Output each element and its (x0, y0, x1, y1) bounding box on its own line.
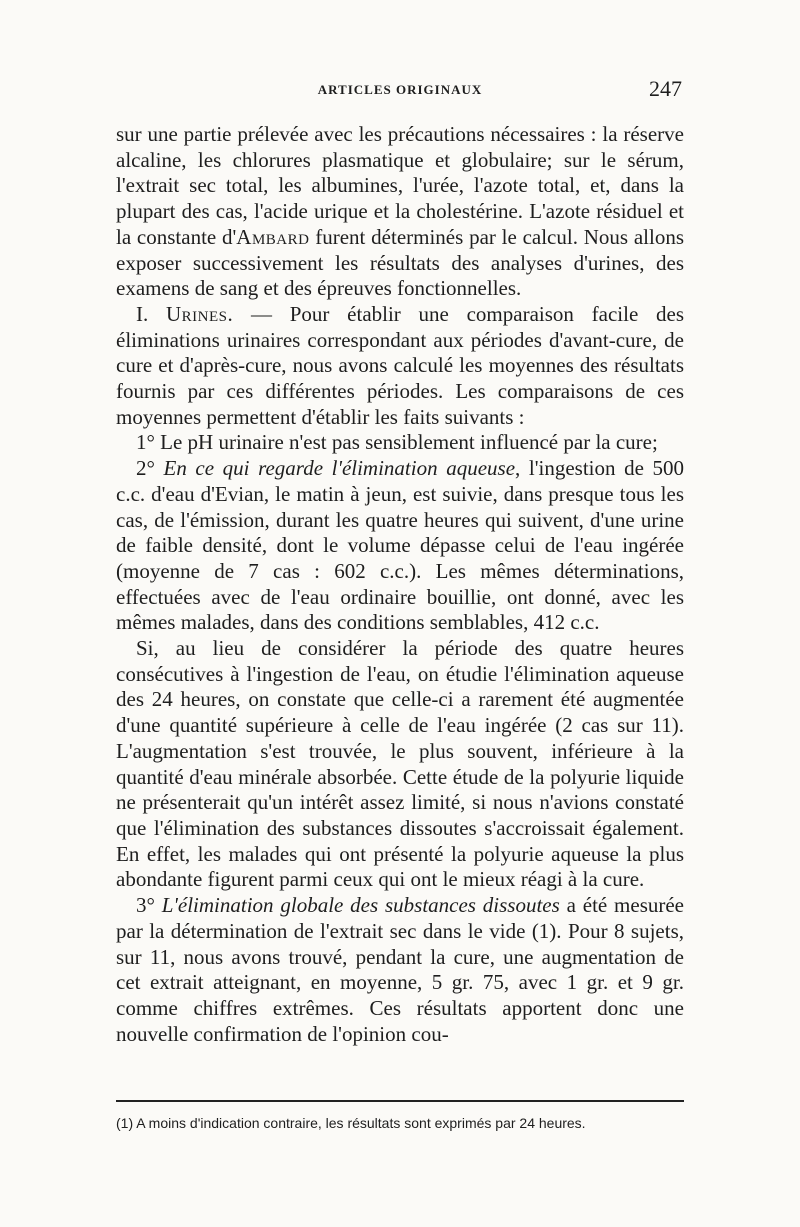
paragraph-elimination-aqueuse (116, 456, 684, 636)
paragraph-text: Si, au lieu de considérer la période des quatre heures consécutives à l'ingestion de l'eau, on étudie l'élimination aqueuse des 24 heures, on constate que celle-ci a rarement été augmentée d'une quantité supérieure à celle de l'eau ingérée (2 cas sur 11). L'augmentation s'est trouvée, le plus souvent, inférieure à la quantité d'eau minérale absorbée. Cette étude de la polyurie liquide ne présenterait qu'un intérêt assez limité, si nous n'avions constaté que l'élimination des substances dissoutes s'accroissait également. En effet, les malades qui ont présenté la polyurie aqueuse la plus abondante figurent parmi ceux qui ont le mieux réagi à la cure. (116, 636, 684, 892)
paragraph-text: , l'ingestion de 500 c.c. d'eau d'Evian, le matin à jeun, est suivie, dans presque tous les cas, de l'émission, durant les quatre heures qui suivent, d'une urine de faible densité, dont le volume dépasse celui de l'eau ingérée (moyenne de 7 cas : 602 c.c.). Les mêmes déterminations, effectuées avec de l'eau ordinaire bouillie, ont donné, avec les mêmes malades, dans des conditions semblables, 412 c.c. (116, 456, 685, 635)
paragraph-text: 1° Le pH urinaire n'est pas sensiblement influencé par la cure; (136, 430, 658, 455)
section-number: I. (136, 301, 166, 326)
author-name: Ambard (236, 224, 310, 249)
italic-heading: En ce qui regarde l'élimination aqueuse (163, 456, 516, 481)
paragraph-text: furent déterminés par le calcul. Nous allons exposer successivement les résultats des analyses d'urines, des examens de sang et des épreuves fonctionnelles. (116, 224, 685, 301)
page-header (0, 72, 800, 108)
item-number: 2° (136, 456, 164, 481)
paragraph-text: sur une partie prélevée avec les précautions nécessaires : la réserve alcaline, les chlorures plasmatique et globulaire; sur le sérum, l'extrait sec total, les albumines, l'urée, l'azote total, et, dans la plupart des cas, l'acide urique et la cholestérine. L'azote résiduel et la constante d' (116, 122, 684, 249)
body-text (116, 122, 684, 1047)
paragraph-text: — Pour établir une comparaison facile des éliminations urinaires correspondant aux périodes d'avant-cure, de cure et d'après-cure, nous avons calculé les moyennes des résultats fournis par ces différentes périodes. Les comparaisons de ces moyennes permettent d'établir les faits suivants : (116, 301, 685, 429)
paragraph-polyurie (116, 636, 684, 893)
section-title: Urines. (166, 301, 234, 326)
paragraph-urines (116, 302, 684, 431)
footnote: (1) A moins d'indication contraire, les résultats sont exprimés par 24 heures. (116, 1115, 586, 1131)
paragraph-continuation (116, 122, 684, 302)
running-head: ARTICLES ORIGINAUX (317, 82, 483, 97)
paragraph-substances-dissoutes (116, 893, 684, 1047)
item-number: 3° (136, 893, 162, 918)
italic-heading: L'élimination globale des substances dissoutes (161, 893, 560, 918)
paragraph-ph (116, 430, 684, 456)
paragraph-text: a été mesurée par la détermination de l'extrait sec dans le vide (1). Pour 8 sujets, sur 11, nous avons trouvé, pendant la cure, une augmentation de cet extrait atteignant, en moyenne, 5 gr. 75, avec 1 gr. et 9 gr. comme chiffres extrêmes. Ces résultats apportent donc une nouvelle confirmation de l'opinion cou- (116, 893, 684, 1046)
footnote-divider (116, 1100, 684, 1102)
page-number: 247 (649, 76, 682, 101)
